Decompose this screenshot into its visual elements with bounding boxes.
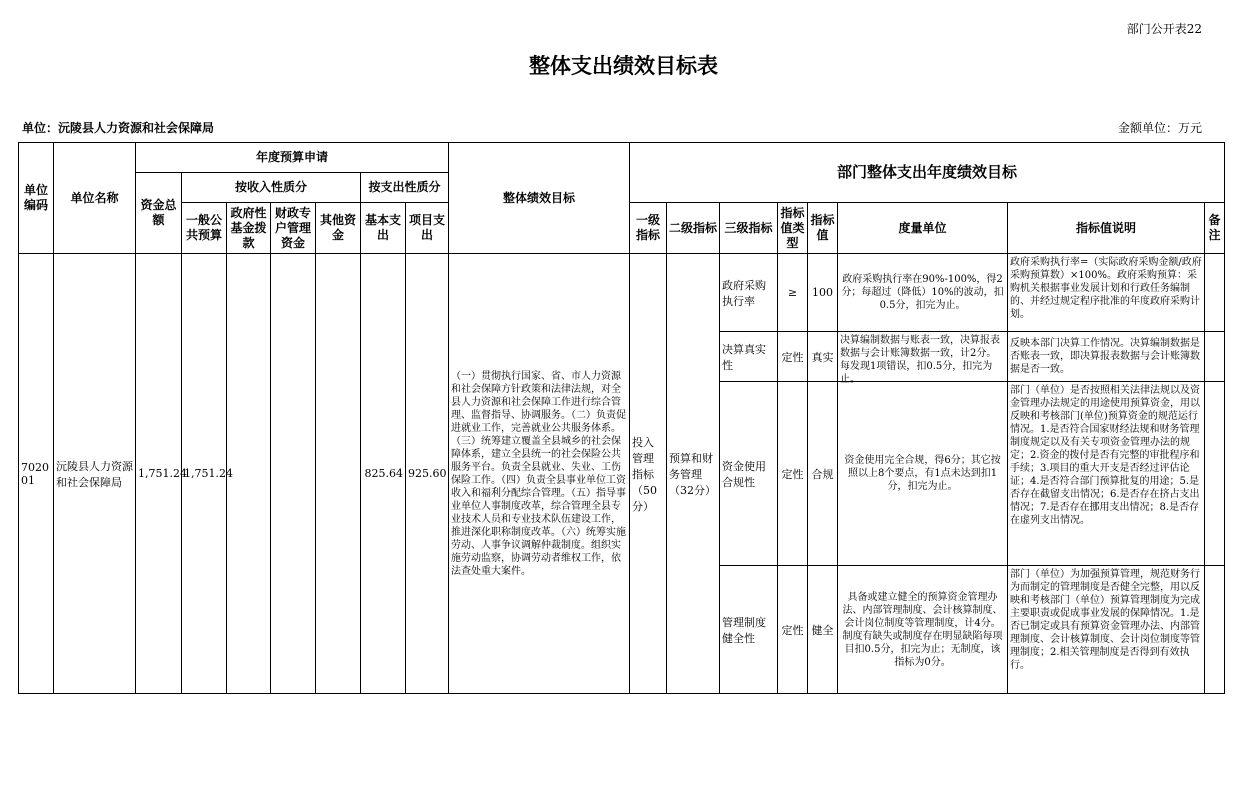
header-total-funds: 资金总额 — [136, 173, 182, 254]
cell-value-desc: 反映本部门决算工作情况。决算编制数据是否账表一致，即决算报表数据与会计账簿数据是否一致。 — [1008, 332, 1205, 382]
cell-level1: 投入管理指标（50分） — [630, 254, 667, 694]
cell-total-funds: 1,751.24 — [136, 254, 182, 694]
cell-level3: 管理制度健全性 — [720, 566, 778, 694]
header-level2: 二级指标 — [667, 203, 720, 254]
cell-level3: 决算真实性 — [720, 332, 778, 382]
cell-unit-name: 沅陵县人力资源和社会保障局 — [54, 254, 136, 694]
cell-value: 真实 — [808, 332, 838, 382]
value-desc-text: 部门（单位）为加强预算管理，规范财务行为而制定的管理制度是否健全完整，用以反映和考核部门（单位）预算管理制度为完成主要职责或促成事业发展的保障情况。1.是否已制定或具有预算资金管理办法、内部管理制度、会计核算制度、会计岗位制度等管理制度；2.相关管理制度是否得到有效执行。 — [1010, 568, 1201, 671]
value-desc-text: 政府采购执行率=（实际政府采购金额/政府采购预算数）×100%。政府采购预算：采购机关根据事业发展计划和行政任务编制的、并经过规定程序批准的年度政府采购计划。 — [1010, 256, 1202, 320]
header-unit-name: 单位名称 — [54, 143, 136, 254]
cell-special-fund — [271, 254, 316, 694]
money-unit-label: 金额单位：万元 — [1117, 121, 1202, 135]
header-gov-fund: 政府性基金拨款 — [227, 203, 271, 254]
header-level3: 三级指标 — [720, 203, 778, 254]
cell-other-fund — [316, 254, 361, 694]
cell-measure: 资金使用完全合规，得6分；其它按照以上8个要点，有1点未达到扣1分，扣完为止。 — [838, 382, 1008, 566]
unit-label: 单位：沅陵县人力资源和社会保障局 — [22, 121, 215, 135]
cell-value: 100 — [808, 254, 838, 332]
cell-gov-fund — [227, 254, 271, 694]
header-general-budget: 一般公共预算 — [182, 203, 227, 254]
header-unit-code: 单位编码 — [19, 143, 54, 254]
header-special-fund: 财政专户管理资金 — [271, 203, 316, 254]
page-title: 整体支出绩效目标表 — [529, 54, 718, 78]
header-overall-goal: 整体绩效目标 — [449, 143, 630, 254]
cell-measure — [838, 332, 1008, 385]
cell-remark — [1205, 254, 1225, 332]
header-remark: 备注 — [1205, 203, 1225, 254]
page-number-label: 部门公开表22 — [1126, 22, 1202, 36]
performance-table — [18, 142, 1225, 694]
cell-level3: 资金使用合规性 — [720, 382, 778, 566]
cell-value-desc — [1008, 382, 1205, 566]
cell-overall-goal: （一）贯彻执行国家、省、市人力资源和社会保障方针政策和法律法规，对全县人力资源和社会保障工作进行综合管理、监督指导、协调服务。（二）负责促进就业工作，完善就业公共服务体系。（三）统筹建立覆盖全县城乡的社会保障体系，建立全县统一的社会保险公共服务平台。负责全县就业、失业、工伤保险工作。（四）负责全县事业单位工资收入和福利分配综合管理。（五）指导事业单位人事制度改革，综合管理全县专业技术人员和专业技术队伍建设工作，推进深化职称制度改革。（六）统筹实施劳动、人事争议调解仲裁制度。组织实施劳动监察，协调劳动者维权工作，依法查处重大案件。 — [449, 254, 630, 694]
cell-remark — [1205, 332, 1225, 382]
header-by-income: 按收入性质分 — [182, 173, 361, 203]
cell-value: 健全 — [808, 566, 838, 694]
header-annual-budget: 年度预算申请 — [136, 143, 449, 173]
cell-value-type: 定性 — [778, 566, 808, 694]
cell-value: 合规 — [808, 382, 838, 566]
header-value-desc: 指标值说明 — [1008, 203, 1205, 254]
header-level1: 一级指标 — [630, 203, 667, 254]
cell-value-type: 定性 — [778, 332, 808, 382]
cell-value-type: 定性 — [778, 382, 808, 566]
header-value-type: 指标值类型 — [778, 203, 808, 254]
cell-measure: 政府采购执行率在90%-100%，得2分；每超过（降低）10%的波动，扣0.5分，扣完为止。 — [838, 254, 1008, 332]
cell-level2: 预算和财务管理（32分） — [667, 254, 720, 694]
cell-remark — [1205, 382, 1225, 566]
header-value: 指标值 — [808, 203, 838, 254]
cell-general-budget: 1,751.24 — [182, 254, 227, 694]
cell-project-expense: 925.60 — [406, 254, 449, 694]
header-by-expense: 按支出性质分 — [361, 173, 449, 203]
header-dept-goal: 部门整体支出年度绩效目标 — [630, 143, 1225, 203]
header-basic-expense: 基本支出 — [361, 203, 406, 254]
cell-level3: 政府采购执行率 — [720, 254, 778, 332]
cell-value-type: ≥ — [778, 254, 808, 332]
value-desc-text: 部门（单位）是否按照相关法律法规以及资金管理办法规定的用途使用预算资金，用以反映和考核部门(单位)预算资金的规范运行情况。1.是否符合国家财经法规和财务管理制度规定以及有关专项资金管理办法的规定；2.资金的拨付是否有完整的审批程序和手续；3.项目的重大开支是否经过评估论证；4.是否符合部门预算批复的用途；5.是否存在截留支出情况；6.是否存在挤占支出情况；7.是否存在挪用支出情况；8.是否存在虚列支出情况。 — [1010, 384, 1201, 526]
measure-text: 决算编制数据与账表一致，决算报表数据与会计账簿数据一致，计2分。每发现1项错误，扣0.5分，扣完为止。 — [840, 334, 1001, 385]
header-other-fund: 其他资金 — [316, 203, 361, 254]
cell-unit-code: 702001 — [19, 254, 54, 694]
header-measure: 度量单位 — [838, 203, 1008, 254]
cell-value-desc — [1008, 254, 1205, 332]
cell-value-desc — [1008, 566, 1205, 694]
cell-basic-expense: 825.64 — [361, 254, 406, 694]
cell-measure: 具备或建立健全的预算资金管理办法、内部管理制度、会计核算制度、会计岗位制度等管理制度，计4分。制度有缺失或制度存在明显缺陷每项目扣0.5分，扣完为止；无制度，该指标为0分。 — [838, 566, 1008, 694]
cell-remark — [1205, 566, 1225, 694]
header-project-expense: 项目支出 — [406, 203, 449, 254]
